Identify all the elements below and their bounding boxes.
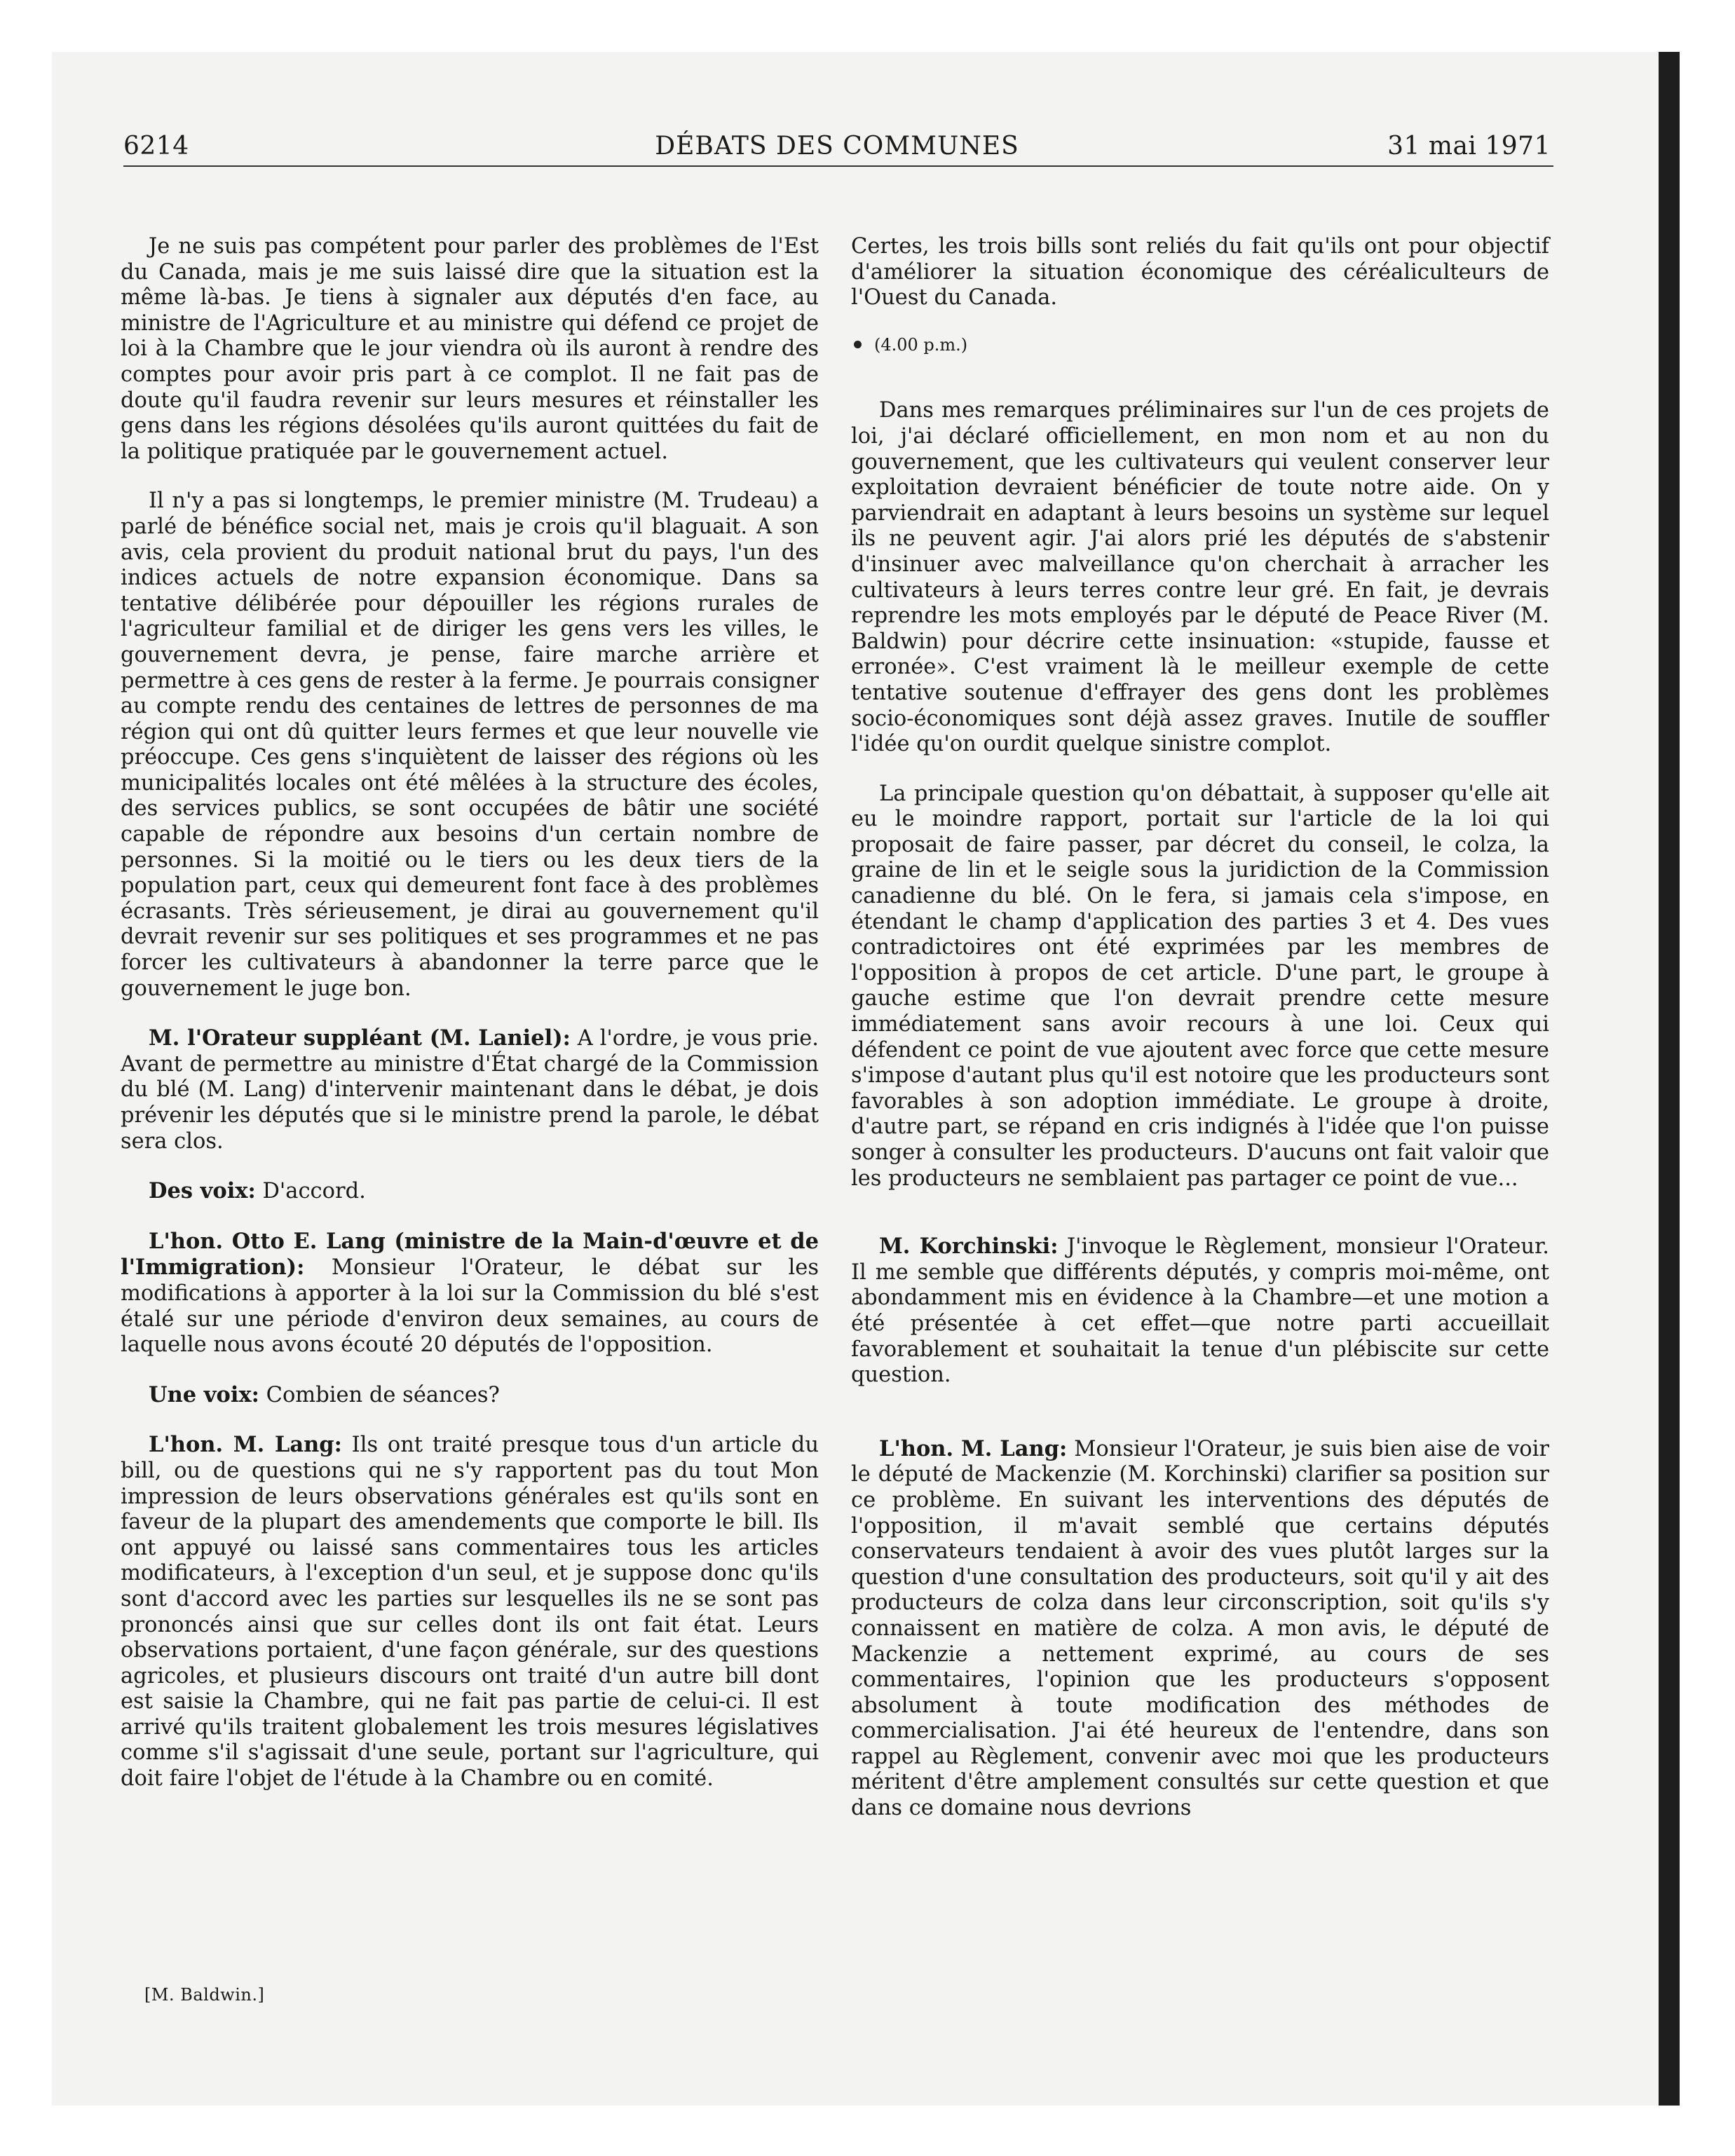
left-column: [121, 234, 819, 1816]
speaker-name: M. l'Orateur suppléant (M. Laniel):: [149, 1025, 571, 1051]
speech: Des voix: D'accord.: [149, 1178, 366, 1204]
right-column: [851, 234, 1549, 1845]
scan-edge-shadow: [1659, 52, 1680, 2106]
publication-title: DÉBATS DES COMMUNES: [655, 132, 1019, 161]
header-rule: [123, 165, 1553, 167]
footnote: [M. Baldwin.]: [144, 1985, 265, 2005]
speech: M. l'Orateur suppléant (M. Laniel): A l'ordre, je vous prie. Avant de permettre au ministre d'État chargé de la Commission du blé (M. Lang) d'intervenir maintenant dans le débat, je dois prévenir les députés que si le ministre prend la parole, le débat sera clos.: [121, 1025, 819, 1154]
speech: L'hon. Otto E. Lang (ministre de la Main-d'œuvre et de l'Immigration): Monsieur l'Orateur, le débat sur les modifications à apporter à la loi sur la Commission du blé s'est étalé sur une période d'environ deux semaines, au cours de laquelle nous avons écouté 20 députés de l'opposition.: [121, 1228, 819, 1358]
speaker-name: Une voix:: [149, 1381, 259, 1407]
paragraph: Dans mes remarques préliminaires sur l'un de ces projets de loi, j'ai déclaré officiellement, en mon nom et au non du gouvernement, que les cultivateurs qui veulent conserver leur exploitation devraient bénéficier de toute notre aide. On y parviendrait en adaptant à leurs besoins un système sur lequel ils ne peuvent agir. J'ai alors prié les députés de s'abstenir d'insinuer avec malveillance qu'on cherchait à arracher les cultivateurs à leurs terres contre leur gré. En fait, je devrais reprendre les mots employés par le député de Peace River (M. Baldwin) pour décrire cette insinuation: «stupide, fausse et erronée». C'est vraiment là le meilleur exemple de cette tentative soutenue d'effrayer des gens dont les problèmes socio-économiques sont déjà assez graves. Inutile de souffler l'idée qu'on ourdit quelque sinistre complot.: [851, 398, 1549, 757]
speech: L'hon. M. Lang: Monsieur l'Orateur, je suis bien aise de voir le député de Mackenzie (M. Korchinski) clarifier sa position sur ce problème. En suivant les interventions des députés de l'opposition, il m'avait semblé que certains députés conservateurs tendaient à avoir des vues plutôt larges sur la question d'une consultation des producteurs, soit qu'il y ait des producteurs de colza dans leur circonscription, soit qu'ils s'y connaissent en matière de colza. A mon avis, le député de Mackenzie a nettement exprimé, au cours de ses commentaires, l'opinion que les producteurs s'opposent absolument à toute modification des méthodes de commercialisation. J'ai été heureux de l'entendre, dans son rappel au Règlement, convenir avec moi que les producteurs méritent d'être amplement consultés sur cette question et que dans ce domaine nous devrions: [851, 1435, 1549, 1821]
speaker-name: M. Korchinski:: [879, 1234, 1059, 1260]
speech: Une voix: Combien de séances?: [149, 1381, 500, 1407]
paragraph: Il n'y a pas si longtemps, le premier ministre (M. Trudeau) a parlé de bénéfice social net, mais je crois qu'il blaguait. A son avis, cela provient du produit national brut du pays, l'un des indices actuels de notre expansion économique. Dans sa tentative délibérée pour dépouiller les régions rurales de l'agriculteur familial et de diriger les gens vers les villes, le gouvernement devra, je pense, faire marche arrière et permettre à ces gens de rester à la ferme. Je pourrais consigner au compte rendu des centaines de lettres de personnes de ma région qui ont dû quitter leurs fermes et que leur nouvelle vie préoccupe. Ces gens s'inquiètent de laisser des régions où les municipalités locales ont été mêlées à la structure des écoles, des services publics, se sont occupées de bâtir une société capable de répondre aux besoins d'un certain nombre de personnes. Si la moitié ou le tiers ou les deux tiers de la population part, ceux qui demeurent font face à des problèmes écrasants. Très sérieusement, je dirai au gouvernement qu'il devrait revenir sur ses politiques et ses programmes et ne pas forcer les cultivateurs à abandonner la terre parce que le gouvernement le juge bon.: [121, 489, 819, 1001]
speaker-name: L'hon. M. Lang:: [149, 1432, 342, 1458]
page-number: 6214: [123, 132, 189, 161]
paragraph: La principale question qu'on débattait, à supposer qu'elle ait eu le moindre rapport, portait sur l'article de la loi qui proposait de faire passer, par décret du conseil, le colza, la graine de lin et le seigle sous la juridiction de la Commission canadienne du blé. On le fera, si jamais cela s'impose, en étendant le champ d'application des parties 3 et 4. Des vues contradictoires ont été exprimées par les membres de l'opposition à propos de cet article. D'une part, le groupe à gauche estime que l'on devrait prendre cette mesure immédiatement sans avoir recours à une loi. Ceux qui défendent ce point de vue ajoutent avec force que cette mesure s'impose d'autant plus qu'il est notoire que les producteurs sont favorables à son adoption immédiate. Le groupe à droite, d'autre part, se répand en cris indignés à l'idée que l'on puisse songer à consulter les producteurs. D'aucuns ont fait valoir que les producteurs ne semblaient pas partager ce point de vue...: [851, 781, 1549, 1191]
time-marker: (4.00 p.m.): [851, 332, 1549, 358]
speech: L'hon. M. Lang: Ils ont traité presque tous d'un article du bill, ou de questions qui ne s'y rapportent pas du tout Mon impression de leurs observations générales est qu'ils sont en faveur de la plupart des amendements que comporte le bill. Ils ont appuyé ou laissé sans commentaires tous les articles modificateurs, à l'exception d'un seul, et je suppose donc qu'ils sont d'accord avec les parties sur lesquelles ils ne se sont pas prononcés ainsi que sur celles dont ils ont fait état. Leurs observations portaient, d'une façon générale, sur des questions agricoles, et plusieurs discours ont traité d'un autre bill dont est saisie la Chambre, qui ne fait pas partie de celui-ci. Il est arrivé qu'ils traitent globalement les trois mesures législatives comme s'il s'agissait d'une seule, portant sur l'agriculture, qui doit faire l'objet de l'étude à la Chambre ou en comité.: [121, 1432, 819, 1792]
paragraph: Certes, les trois bills sont reliés du fait qu'ils ont pour objectif d'améliorer la situation économique des céréaliculteurs de l'Ouest du Canada.: [851, 234, 1549, 311]
paragraph: Je ne suis pas compétent pour parler des problèmes de l'Est du Canada, mais je me suis laissé dire que la situation est la même là-bas. Je tiens à signaler aux députés d'en face, au ministre de l'Agriculture et au ministre qui défend ce projet de loi à la Chambre que le jour viendra où ils auront à rendre des comptes pour avoir pris part à ce complot. Il ne fait pas de doute qu'il faudra revenir sur leurs mesures et réinstaller les gens dans les régions désolées qu'ils auront quittées du fait de la politique pratiquée par le gouvernement actuel.: [121, 234, 819, 464]
publication-date: 31 mai 1971: [1387, 132, 1551, 161]
speech: M. Korchinski: J'invoque le Règlement, monsieur l'Orateur. Il me semble que différents députés, y compris moi-même, ont abondamment mis en évidence à la Chambre—et une motion a été présentée à cet effet—que notre parti accueillait favorablement et souhaitait la tenue d'un plébiscite sur cette question.: [851, 1234, 1550, 1388]
speaker-name: L'hon. Otto E. Lang (ministre de la Main-d'œuvre et de l'Immigration):: [121, 1228, 819, 1281]
bullet-icon: [854, 341, 862, 348]
speaker-name: L'hon. M. Lang:: [879, 1435, 1068, 1461]
speaker-name: Des voix:: [149, 1178, 256, 1204]
